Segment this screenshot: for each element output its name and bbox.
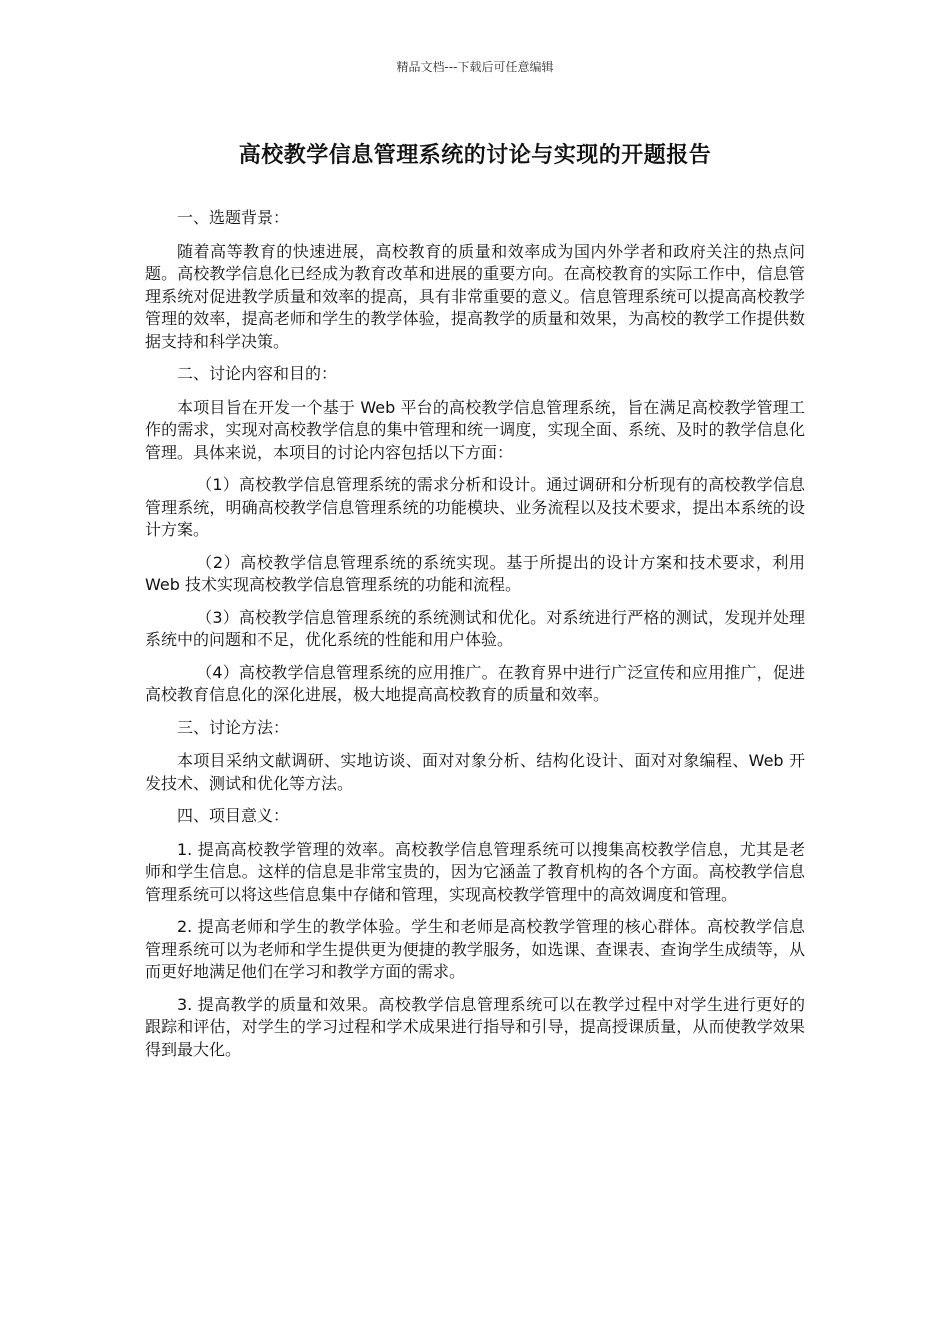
content-item-1: （1）高校教学信息管理系统的需求分析和设计。通过调研和分析现有的高校教学信息管理系统，明确高校教学信息管理系统的功能模块、业务流程以及技术要求，提出本系统的设计方案。 [145, 475, 805, 539]
content-item-4: （4）高校教学信息管理系统的应用推广。在教育界中进行广泛宣传和应用推广，促进高校教育信息化的深化进展，极大地提高高校教育的质量和效率。 [145, 662, 805, 704]
section-heading-content: 二、讨论内容和目的： [177, 364, 338, 383]
paragraph-content: 本项目旨在开发一个基于 Web 平台的高校教学信息管理系统，旨在满足高校教学管理工作的需求，实现对高校教学信息的集中管理和统一调度，实现全面、系统、及时的教学信息化管理。具体来说，本项目的讨论内容包括以下方面： [145, 397, 805, 462]
section-heading-method: 三、讨论方法： [177, 717, 290, 737]
document-body [145, 207, 805, 1071]
significance-item-3: 3. 提高教学的质量和效果。高校教学信息管理系统可以在教学过程中对学生进行更好的跟踪和评估，对学生的学习过程和学术成果进行指导和引导，提高授课质量，从而使教学效果得到最大化。 [145, 994, 805, 1059]
section-heading-background: 一、选题背景： [177, 208, 290, 227]
content-item-3: （3）高校教学信息管理系统的系统测试和优化。对系统进行严格的测试，发现并处理系统中的问题和不足，优化系统的性能和用户体验。 [145, 607, 805, 649]
paragraph-method: 本项目采纳文献调研、实地访谈、面对对象分析、结构化设计、面对对象编程、Web 开发技术、测试和优化等方法。 [145, 751, 805, 793]
document-title: 高校教学信息管理系统的讨论与实现的开题报告 [238, 143, 712, 168]
page-header: 精品文档---下载后可任意编辑 [396, 60, 554, 74]
content-item-2: （2）高校教学信息管理系统的系统实现。基于所提出的设计方案和技术要求，利用 Web 技术实现高校教学信息管理系统的功能和流程。 [145, 552, 805, 594]
section-heading-significance: 四、项目意义： [177, 806, 290, 825]
significance-item-1: 1. 提高高校教学管理的效率。高校教学信息管理系统可以搜集高校教学信息，尤其是老师和学生信息。这样的信息是非常宝贵的，因为它涵盖了教育机构的各个方面。高校教学信息管理系统可以将这些信息集中存储和管理，实现高校教学管理中的高效调度和管理。 [145, 839, 805, 904]
paragraph-background: 随着高等教育的快速进展，高校教育的质量和效率成为国内外学者和政府关注的热点问题。高校教学信息化已经成为教育改革和进展的重要方向。在高校教育的实际工作中，信息管理系统对促进教学质量和效率的提高，具有非常重要的意义。信息管理系统可以提高高校教学管理的效率，提高老师和学生的教学体验，提高教学的质量和效果，为高校的教学工作提供数据支持和科学决策。 [145, 241, 805, 351]
significance-item-2: 2. 提高老师和学生的教学体验。学生和老师是高校教学管理的核心群体。高校教学信息管理系统可以为老师和学生提供更为便捷的教学服务，如选课、查课表、查询学生成绩等，从而更好地满足他们在学习和教学方面的需求。 [145, 917, 805, 981]
